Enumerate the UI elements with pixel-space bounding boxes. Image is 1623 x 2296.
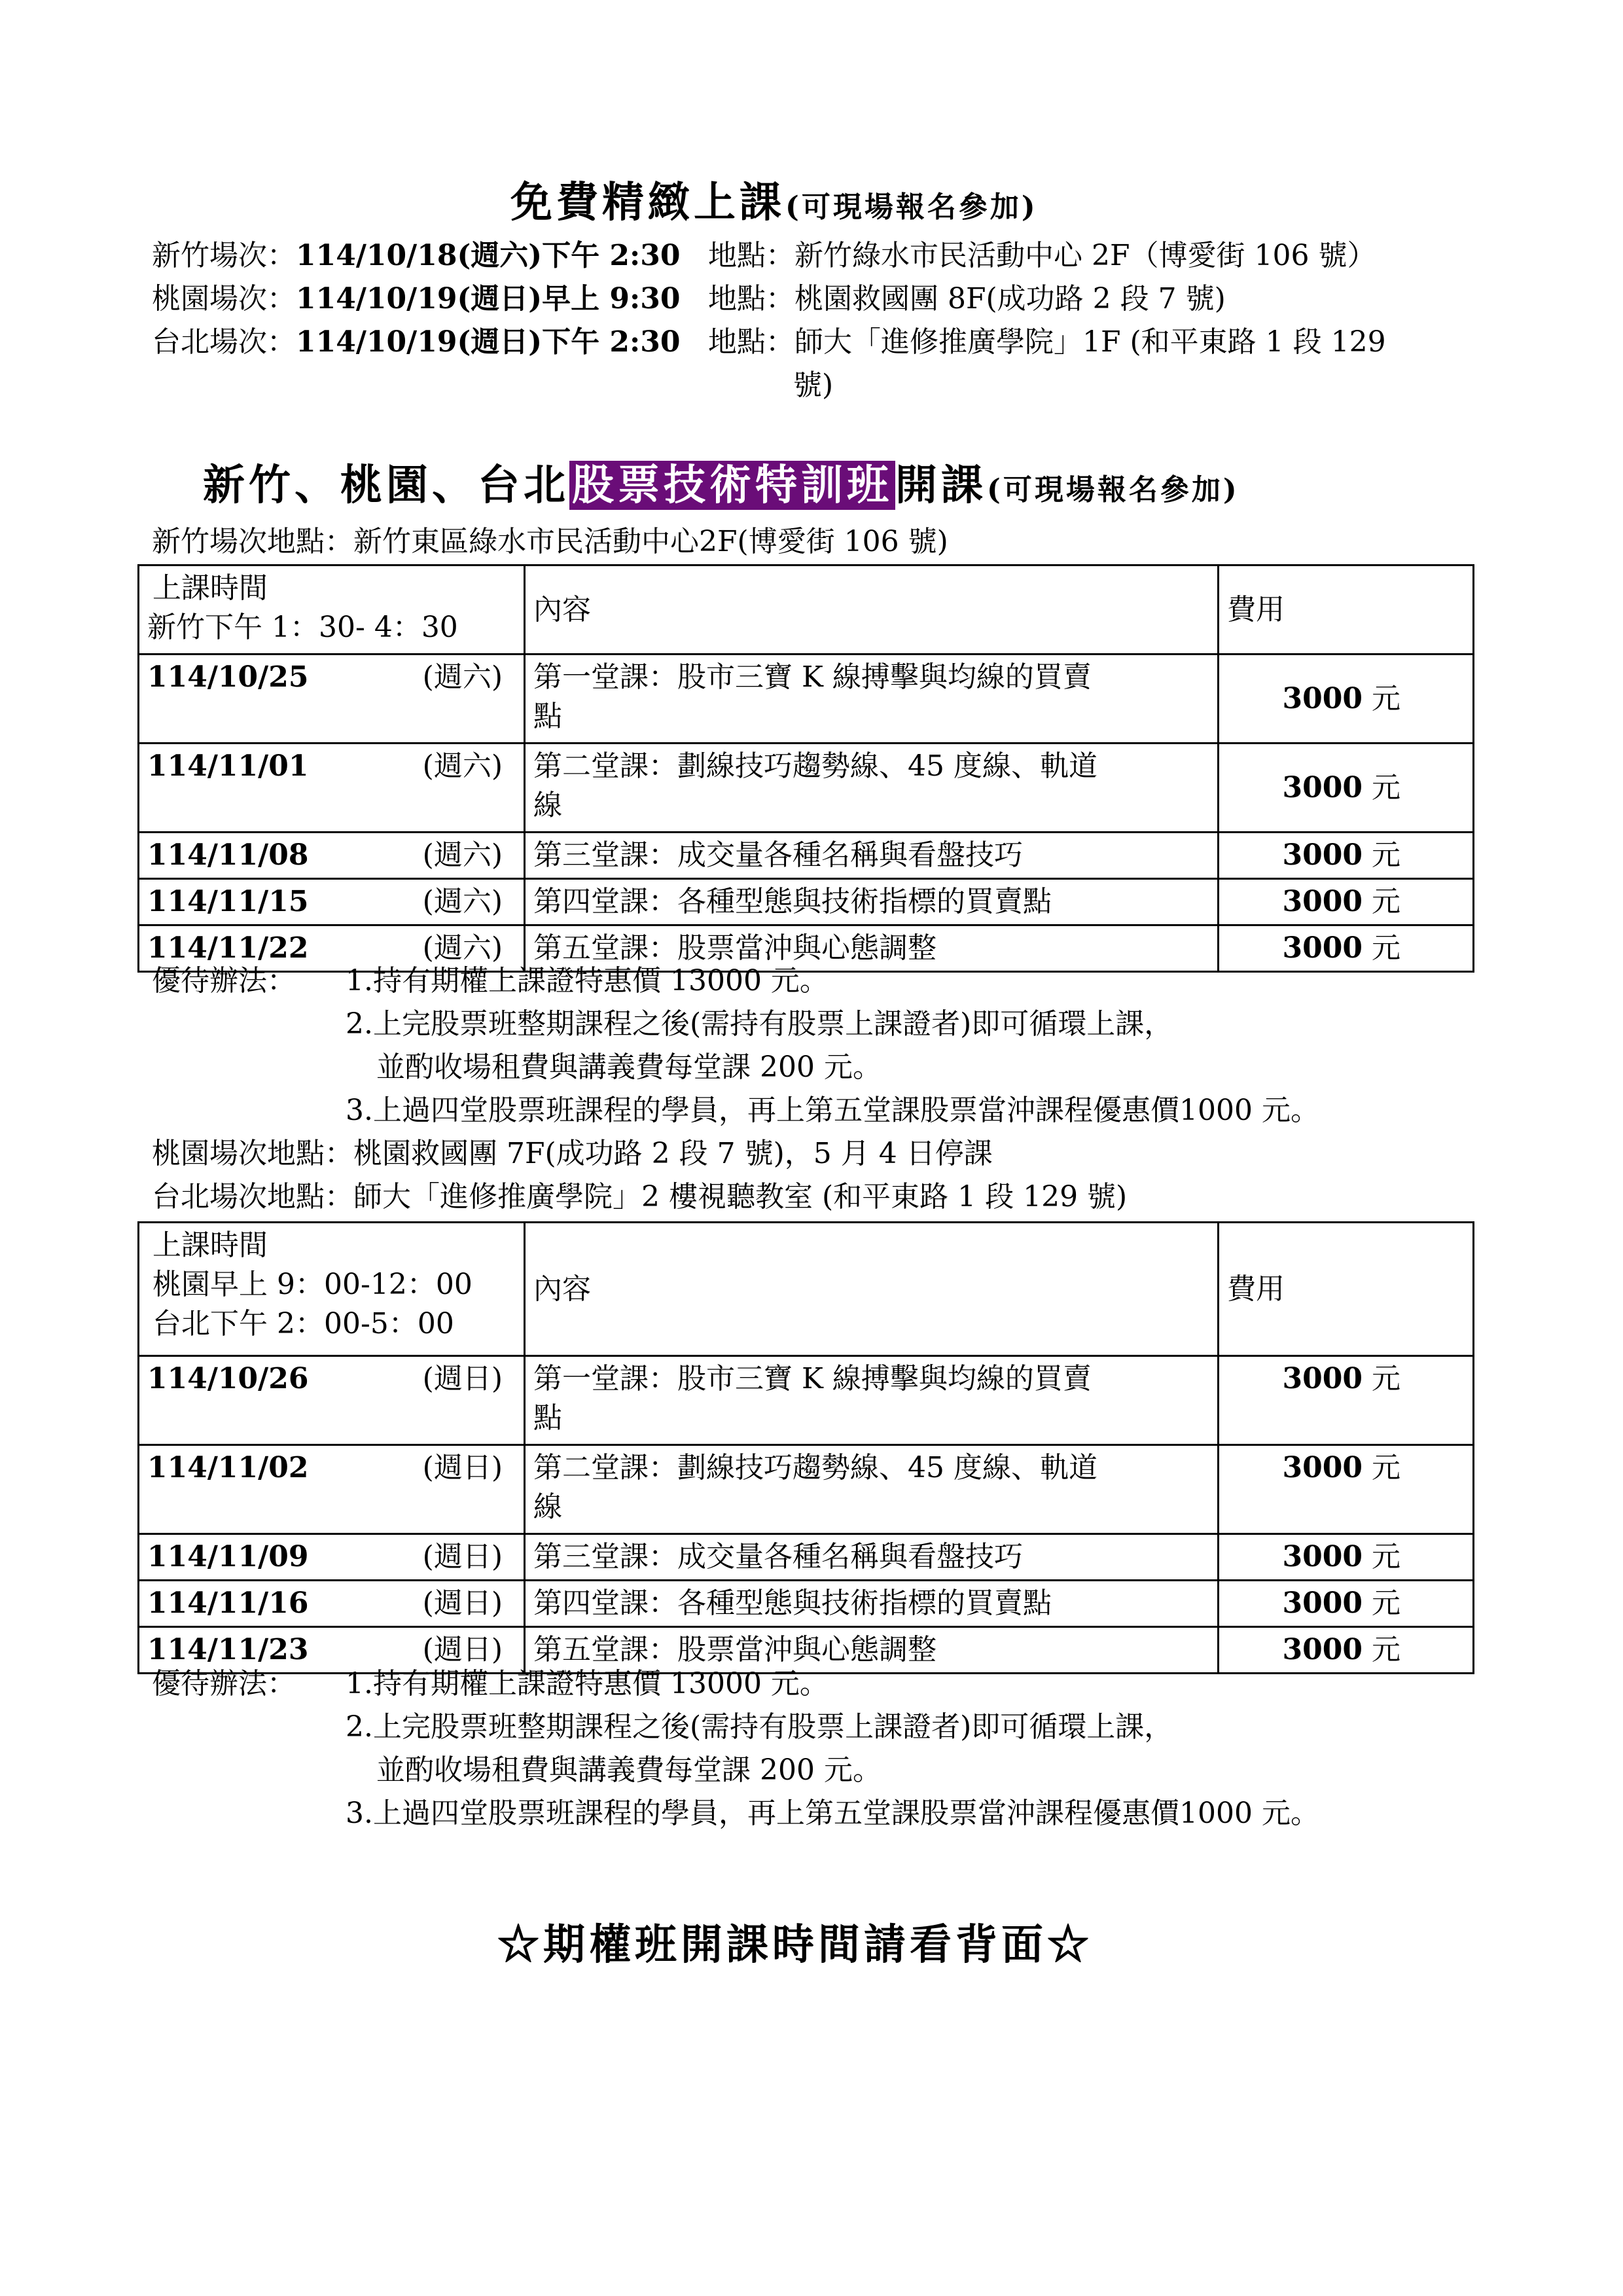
fee-unit: 元 bbox=[1363, 1540, 1400, 1573]
content-line: 第五堂課：股票當沖與心態調整 bbox=[533, 1633, 936, 1666]
row-content bbox=[525, 833, 1219, 879]
content-line-cont: 線 bbox=[533, 1490, 562, 1524]
course-title-post: 開課 bbox=[895, 461, 987, 510]
content-line: 第四堂課：各種型態與技術指標的買賣點 bbox=[533, 885, 1052, 918]
content-line-cont: 點 bbox=[533, 700, 562, 733]
date-text: 114/11/23 bbox=[147, 1633, 309, 1666]
header-time-hours: 新竹下午 1：30- 4：30 bbox=[147, 611, 458, 644]
content-line: 第二堂課：劃線技巧趨勢線、45 度線、軌道 bbox=[533, 1451, 1097, 1484]
weekday: (週日) bbox=[422, 1451, 503, 1484]
discount-label-text: 優待辦法： bbox=[152, 1667, 296, 1700]
free-session-hsinchu-loc bbox=[708, 234, 1376, 278]
discount-text: 並酌收場租費與講義費每堂課 200 元。 bbox=[376, 1050, 882, 1084]
row-fee bbox=[1219, 1581, 1474, 1627]
row-content bbox=[525, 1445, 1219, 1534]
discount-text: 2.上完股票班整期課程之後(需持有股票上課證者)即可循環上課， bbox=[346, 1710, 1173, 1744]
row-date bbox=[139, 1445, 525, 1534]
fee-unit: 元 bbox=[1363, 1362, 1400, 1395]
content-line: 第三堂課：成交量各種名稱與看盤技巧 bbox=[533, 838, 1023, 872]
discount-label-text: 優待辦法： bbox=[152, 964, 296, 997]
content-line: 第二堂課：劃線技巧趨勢線、45 度線、軌道 bbox=[533, 749, 1097, 783]
free-session-taoyuan bbox=[152, 278, 681, 321]
weekday: (週六) bbox=[422, 931, 503, 965]
row-fee bbox=[1219, 1534, 1474, 1581]
weekday: (週日) bbox=[422, 1587, 503, 1620]
row-content bbox=[525, 1356, 1219, 1445]
fee-amount: 3000 bbox=[1282, 681, 1363, 715]
taipei-location bbox=[152, 1175, 1127, 1219]
free-title-note: (可現場報名參加) bbox=[785, 190, 1038, 224]
weekday: (週日) bbox=[422, 1362, 503, 1395]
footer-notice bbox=[497, 1911, 1093, 1971]
row-fee bbox=[1219, 744, 1474, 833]
fee-unit: 元 bbox=[1363, 1587, 1400, 1620]
schedule-table-taoyuan-taipei bbox=[137, 1221, 1474, 1674]
table-row bbox=[139, 833, 1474, 879]
session-time: 114/10/19(週日)下午 2:30 bbox=[296, 325, 681, 359]
content-line: 第四堂課：各種型態與技術指標的買賣點 bbox=[533, 1587, 1052, 1620]
table-row bbox=[139, 1356, 1474, 1445]
content-line: 第一堂課：股市三寶 K 線搏擊與均線的買賣 bbox=[533, 660, 1092, 694]
header-time bbox=[139, 1223, 525, 1356]
fee-amount: 3000 bbox=[1282, 931, 1363, 965]
fee-amount: 3000 bbox=[1282, 1587, 1363, 1620]
discount-text: 1.持有期權上課證特惠價 13000 元。 bbox=[346, 1667, 829, 1700]
table-header-row bbox=[139, 565, 1474, 655]
header-time-taipei: 台北下午 2：00-5：00 bbox=[152, 1307, 454, 1340]
row-date bbox=[139, 1356, 525, 1445]
free-title-text: 免費精緻上課 bbox=[510, 178, 785, 227]
header-content: 內容 bbox=[525, 565, 1219, 655]
fee-amount: 3000 bbox=[1282, 1362, 1363, 1395]
fee-amount: 3000 bbox=[1282, 885, 1363, 918]
discount-text: 1.持有期權上課證特惠價 13000 元。 bbox=[346, 964, 829, 997]
table-row bbox=[139, 1534, 1474, 1581]
header-time-label: 上課時間 bbox=[152, 1229, 268, 1262]
fee-amount: 3000 bbox=[1282, 838, 1363, 872]
session-label: 桃園場次： bbox=[152, 282, 296, 315]
content-line: 第一堂課：股市三寶 K 線搏擊與均線的買賣 bbox=[533, 1362, 1092, 1395]
fee-unit: 元 bbox=[1363, 1451, 1400, 1484]
hsinchu-location-text: 新竹場次地點：新竹東區綠水市民活動中心2F(博愛街 106 號) bbox=[152, 525, 948, 558]
free-session-hsinchu bbox=[152, 234, 681, 278]
date-text: 114/11/15 bbox=[147, 885, 309, 918]
row-content bbox=[525, 879, 1219, 925]
header-fee: 費用 bbox=[1219, 1223, 1474, 1356]
session-location: 地點：師大「進修推廣學院」1F (和平東路 1 段 129 bbox=[708, 325, 1386, 359]
free-session-taipei bbox=[152, 321, 681, 364]
table-row bbox=[139, 744, 1474, 833]
date-text: 114/11/09 bbox=[147, 1540, 309, 1573]
free-session-taoyuan-loc bbox=[708, 278, 1226, 321]
date-text: 114/11/01 bbox=[147, 749, 309, 783]
header-fee: 費用 bbox=[1219, 565, 1474, 655]
discount2-line-1 bbox=[346, 1662, 829, 1706]
row-content bbox=[525, 655, 1219, 744]
row-date bbox=[139, 744, 525, 833]
weekday: (週日) bbox=[422, 1633, 503, 1666]
discount-line-3 bbox=[376, 1046, 882, 1089]
discount-line-1 bbox=[346, 960, 829, 1003]
header-time-taoyuan: 桃園早上 9：00-12：00 bbox=[152, 1268, 473, 1301]
row-date bbox=[139, 879, 525, 925]
hsinchu-location bbox=[152, 520, 948, 564]
date-text: 114/11/02 bbox=[147, 1451, 309, 1484]
course-title-note: (可現場報名參加) bbox=[987, 473, 1240, 507]
footer-text: ☆期權班開課時間請看背面☆ bbox=[497, 1920, 1093, 1969]
fee-unit: 元 bbox=[1363, 681, 1400, 715]
discount2-line-2 bbox=[346, 1706, 1173, 1749]
weekday: (週日) bbox=[422, 1540, 503, 1573]
row-fee bbox=[1219, 833, 1474, 879]
content-line: 第三堂課：成交量各種名稱與看盤技巧 bbox=[533, 1540, 1023, 1573]
discount2-label bbox=[152, 1662, 296, 1706]
fee-unit: 元 bbox=[1363, 770, 1400, 804]
free-session-taipei-loc2 bbox=[793, 364, 833, 407]
discount-text: 2.上完股票班整期課程之後(需持有股票上課證者)即可循環上課， bbox=[346, 1007, 1173, 1041]
table-row bbox=[139, 879, 1474, 925]
weekday: (週六) bbox=[422, 749, 503, 783]
table-row bbox=[139, 1581, 1474, 1627]
weekday: (週六) bbox=[422, 838, 503, 872]
fee-unit: 元 bbox=[1363, 1633, 1400, 1666]
date-text: 114/11/22 bbox=[147, 931, 309, 965]
row-date bbox=[139, 833, 525, 879]
fee-unit: 元 bbox=[1363, 931, 1400, 965]
table-row bbox=[139, 1445, 1474, 1534]
row-content bbox=[525, 744, 1219, 833]
session-time: 114/10/19(週日)早上 9:30 bbox=[296, 282, 681, 315]
free-session-taipei-loc bbox=[708, 321, 1386, 364]
row-date bbox=[139, 655, 525, 744]
fee-amount: 3000 bbox=[1282, 1540, 1363, 1573]
row-content bbox=[525, 1581, 1219, 1627]
session-time: 114/10/18(週六)下午 2:30 bbox=[296, 239, 681, 272]
session-location: 地點：桃園救國團 8F(成功路 2 段 7 號) bbox=[708, 282, 1226, 315]
discount2-line-3 bbox=[376, 1749, 882, 1792]
course-title-highlight: 股票技術特訓班 bbox=[569, 461, 895, 510]
weekday: (週六) bbox=[422, 660, 503, 694]
fee-amount: 3000 bbox=[1282, 1451, 1363, 1484]
content-line-cont: 點 bbox=[533, 1401, 562, 1435]
header-time-label: 上課時間 bbox=[152, 571, 268, 605]
session-label: 台北場次： bbox=[152, 325, 296, 359]
row-content bbox=[525, 1534, 1219, 1581]
fee-unit: 元 bbox=[1363, 885, 1400, 918]
discount-line-4 bbox=[346, 1089, 1319, 1132]
taoyuan-location-text: 桃園場次地點：桃園救國團 7F(成功路 2 段 7 號)，5 月 4 日停課 bbox=[152, 1137, 993, 1170]
discount-text: 並酌收場租費與講義費每堂課 200 元。 bbox=[376, 1753, 882, 1787]
fee-amount: 3000 bbox=[1282, 1633, 1363, 1666]
weekday: (週六) bbox=[422, 885, 503, 918]
table-header-row bbox=[139, 1223, 1474, 1356]
header-content: 內容 bbox=[525, 1223, 1219, 1356]
fee-amount: 3000 bbox=[1282, 770, 1363, 804]
schedule-table-hsinchu bbox=[137, 564, 1474, 973]
row-fee bbox=[1219, 879, 1474, 925]
row-fee bbox=[1219, 1627, 1474, 1674]
discount2-line-4 bbox=[346, 1792, 1319, 1835]
header-time bbox=[139, 565, 525, 655]
row-fee bbox=[1219, 655, 1474, 744]
date-text: 114/11/16 bbox=[147, 1587, 309, 1620]
row-fee bbox=[1219, 1445, 1474, 1534]
course-title bbox=[203, 452, 1240, 512]
row-date bbox=[139, 1581, 525, 1627]
session-label: 新竹場次： bbox=[152, 239, 296, 272]
content-line: 第五堂課：股票當沖與心態調整 bbox=[533, 931, 936, 965]
discount-line-2 bbox=[346, 1003, 1173, 1046]
discount-text: 3.上過四堂股票班課程的學員，再上第五堂課股票當沖課程優惠價1000 元。 bbox=[346, 1094, 1319, 1127]
course-title-pre: 新竹、桃園、台北 bbox=[203, 461, 569, 510]
fee-unit: 元 bbox=[1363, 838, 1400, 872]
date-text: 114/10/26 bbox=[147, 1362, 309, 1395]
row-date bbox=[139, 1534, 525, 1581]
discount-label bbox=[152, 960, 296, 1003]
taipei-location-text: 台北場次地點：師大「進修推廣學院」2 樓視聽教室 (和平東路 1 段 129 號) bbox=[152, 1180, 1128, 1213]
table-row bbox=[139, 655, 1474, 744]
session-location-cont: 號) bbox=[793, 368, 834, 402]
row-fee bbox=[1219, 1356, 1474, 1445]
content-line-cont: 線 bbox=[533, 789, 562, 822]
free-class-title bbox=[510, 169, 1038, 229]
session-location: 地點：新竹綠水市民活動中心 2F（博愛街 106 號） bbox=[708, 239, 1376, 272]
date-text: 114/11/08 bbox=[147, 838, 309, 872]
taoyuan-location bbox=[152, 1132, 993, 1175]
date-text: 114/10/25 bbox=[147, 660, 309, 694]
discount-text: 3.上過四堂股票班課程的學員，再上第五堂課股票當沖課程優惠價1000 元。 bbox=[346, 1797, 1319, 1830]
row-fee bbox=[1219, 925, 1474, 972]
